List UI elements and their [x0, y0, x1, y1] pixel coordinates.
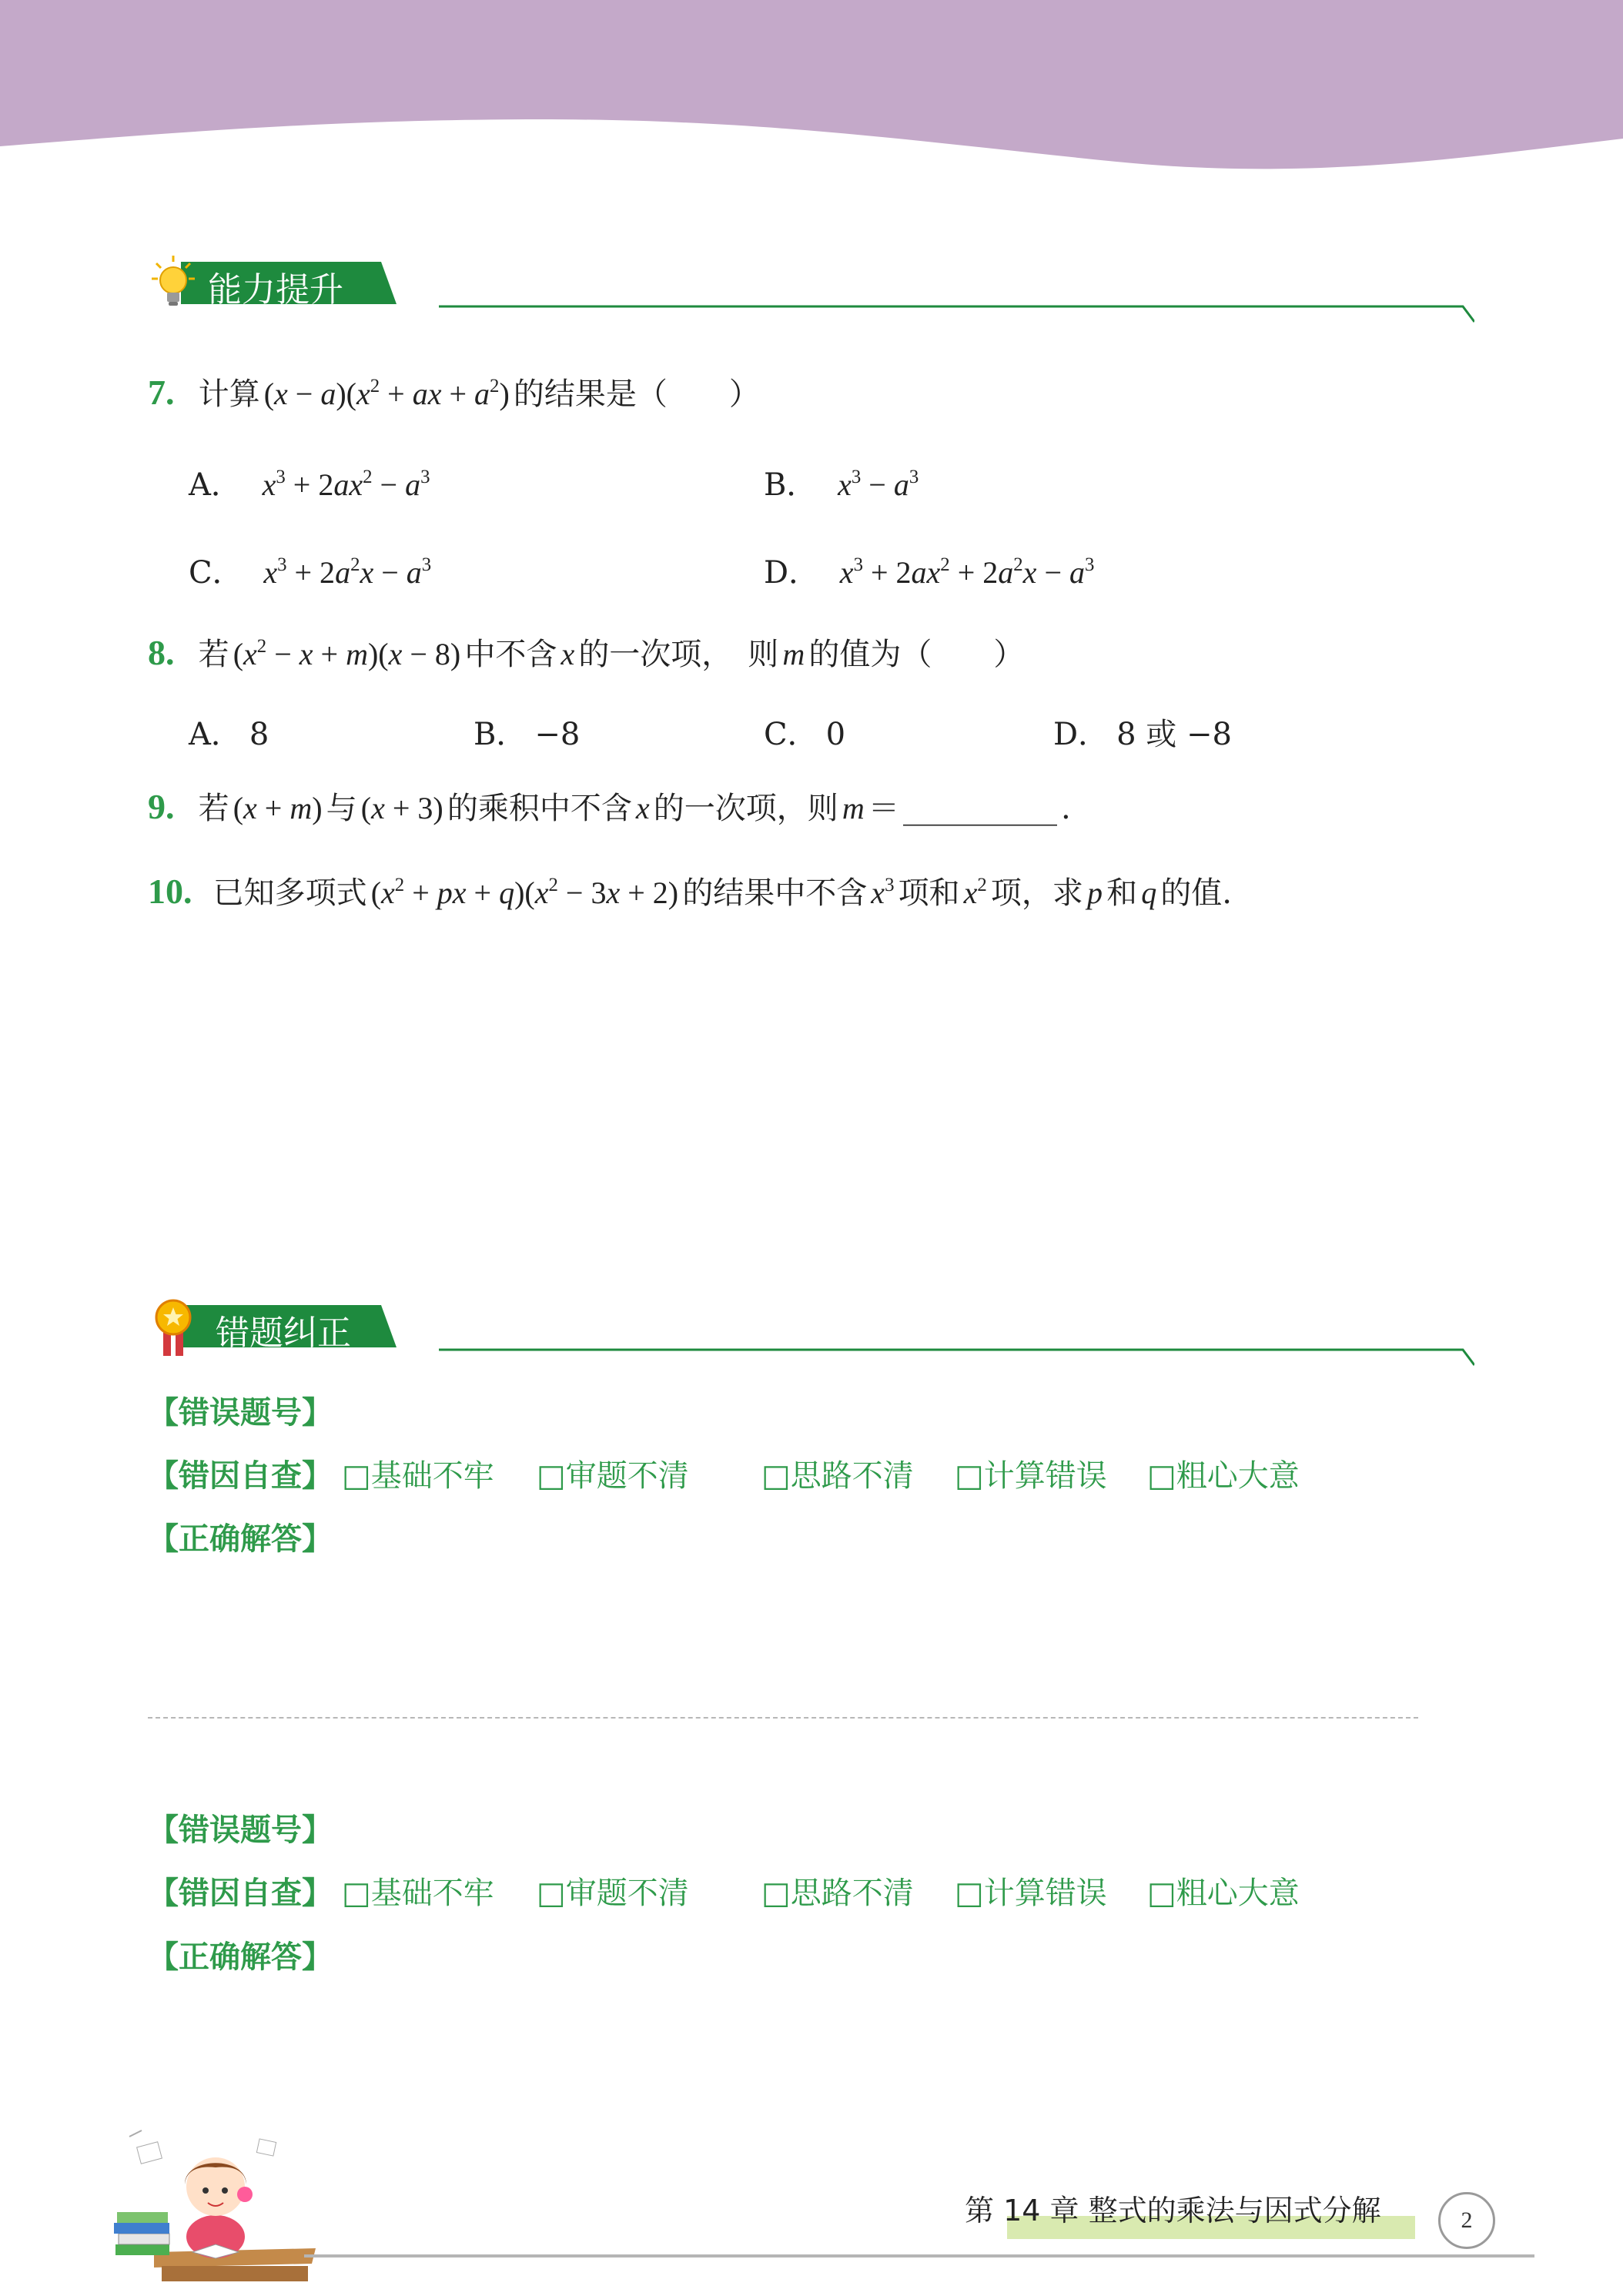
error-number-label: 【错误题号】 — [148, 1812, 333, 1848]
checkbox-careless[interactable]: □粗心大意 — [1147, 1458, 1300, 1494]
checkbox-misread[interactable]: □审题不清 — [537, 1876, 689, 1911]
dashed-divider — [148, 1717, 1418, 1719]
medal-icon — [154, 1297, 192, 1359]
page-number-badge — [1438, 2192, 1495, 2249]
error-cause-label: 【错因自查】 — [148, 1458, 333, 1494]
error-cause-row — [148, 1869, 1534, 1913]
q8-option-a[interactable]: A． 8 — [189, 717, 269, 752]
checkbox-basic-weak[interactable]: □基础不牢 — [342, 1458, 494, 1494]
question-9: 9. 若 (x + m) 与 (x + 3) 的乘积中不含 x 的一次项，则 m ＝ __________ . — [148, 787, 1071, 826]
top-wave-banner — [0, 0, 1623, 177]
checkbox-unclear-thinking[interactable]: □思路不清 — [761, 1458, 914, 1494]
error-number-label: 【错误题号】 — [148, 1395, 333, 1431]
question-prefix: 计算 — [198, 377, 260, 412]
section-header-ability — [150, 254, 1474, 327]
lightbulb-icon — [150, 254, 196, 308]
page-number: 2 — [1461, 2207, 1473, 2233]
question-8: 8. 若 $(x^2 - x + m)(x - 8)$ 中不含 x 的一次项， 则 m 的值为（ ） — [148, 633, 1025, 672]
checkbox-careless[interactable]: □粗心大意 — [1147, 1876, 1300, 1911]
checkbox-misread[interactable]: □审题不清 — [537, 1458, 689, 1494]
correct-answer-label: 【正确解答】 — [148, 1521, 333, 1557]
question-expression: $(x - a)(x^2$ + ax + $a^2$) — [263, 375, 510, 411]
error-cause-row — [148, 1451, 1534, 1495]
question-prefix: 若 — [198, 637, 229, 672]
option-label: B． — [764, 467, 818, 503]
section-title-correction: 错题纠正 — [216, 1314, 351, 1353]
chapter-title: 第 14 章 整式的乘法与因式分解 — [965, 2194, 1381, 2227]
section-title-ability: 能力提升 — [208, 270, 343, 310]
answer-blank[interactable]: __________ — [902, 791, 1057, 826]
girl-reading-illustration — [108, 2121, 323, 2287]
question-number: 10. — [148, 872, 192, 911]
q7-option-d[interactable]: D． $x^3 + 2ax^2 + 2a^2x - a^3$ — [764, 554, 1095, 591]
q8-option-d[interactable]: D． 8 或 −8 — [1053, 717, 1232, 752]
checkbox-calc-error[interactable]: □计算错误 — [955, 1458, 1107, 1494]
q7-option-a[interactable]: A． $x^3 + 2ax^2 - a^3$ — [189, 466, 430, 503]
question-expression: $(x^2 - x + m)(x - 8)$ — [233, 635, 461, 671]
question-number: 8. — [148, 633, 175, 672]
option-label: C． — [189, 555, 243, 591]
q7-option-c[interactable]: C． $x^3 + 2a^2x - a^3$ — [189, 554, 432, 591]
q8-option-b[interactable]: B． −8 — [474, 717, 581, 752]
question-number: 9. — [148, 787, 175, 826]
option-label: A． — [189, 467, 242, 503]
correct-answer-label: 【正确解答】 — [148, 1940, 333, 1975]
option-label: D． — [764, 555, 820, 591]
q8-option-c[interactable]: C． 0 — [764, 717, 846, 752]
question-number: 7. — [148, 373, 175, 412]
question-10: 10. 已知多项式 ($x^2$ + px + $q)(x^2 - 3x + 2)$ 的结果中不含 $x^3$ 项和 $x^2$ 项，求 p 和 q 的值. — [148, 872, 1233, 911]
q7-option-b[interactable]: B． $x^3 - a^3$ — [764, 466, 919, 503]
checkbox-unclear-thinking[interactable]: □思路不清 — [761, 1876, 914, 1911]
footer-line — [304, 2254, 1534, 2258]
checkbox-calc-error[interactable]: □计算错误 — [955, 1876, 1107, 1911]
question-7 — [148, 370, 1534, 413]
section-header-correction — [150, 1297, 1474, 1371]
error-cause-label: 【错因自查】 — [148, 1876, 333, 1911]
question-suffix: 的结果是（ ） — [513, 377, 760, 412]
checkbox-basic-weak[interactable]: □基础不牢 — [342, 1876, 494, 1911]
